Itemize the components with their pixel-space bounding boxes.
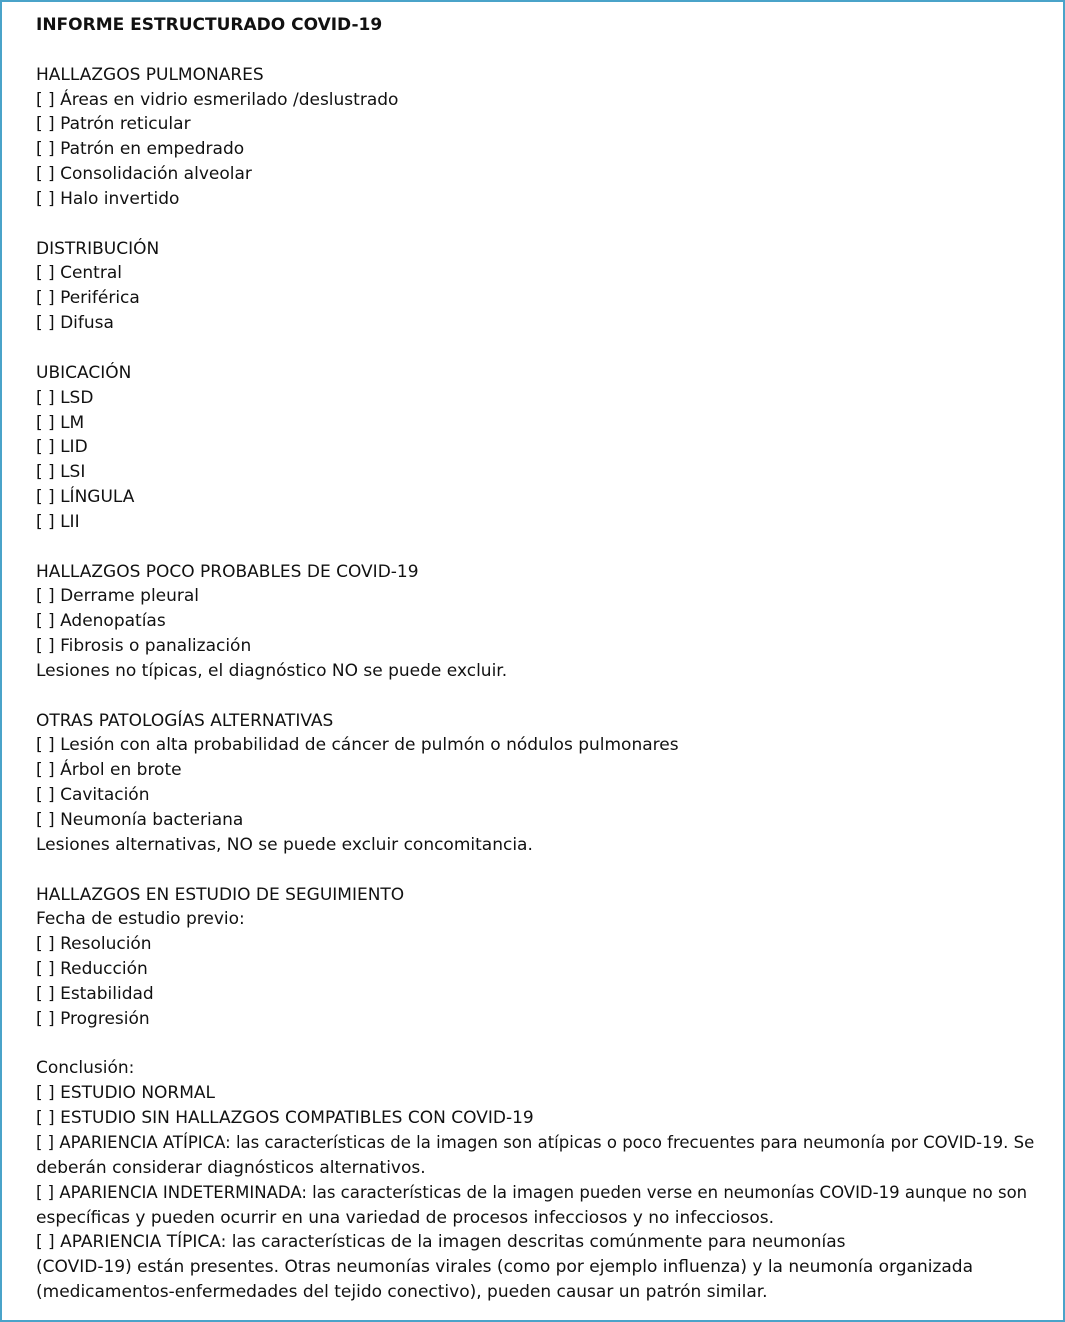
item-label: LSI bbox=[60, 462, 86, 483]
checklist-item[interactable] bbox=[36, 286, 1036, 311]
section-otras-patologias bbox=[36, 709, 1036, 858]
date-field-label[interactable]: Fecha de estudio previo: bbox=[36, 909, 245, 930]
checklist-item[interactable] bbox=[36, 485, 1036, 510]
checkbox[interactable]: [ ] bbox=[36, 983, 55, 1004]
section-heading: DISTRIBUCIÓN bbox=[36, 238, 160, 259]
checkbox[interactable]: [ ] bbox=[36, 586, 55, 607]
section-note: Lesiones alternativas, NO se puede excluir concomitancia. bbox=[36, 834, 533, 855]
checkbox[interactable]: [ ] bbox=[36, 611, 55, 632]
checklist-item[interactable] bbox=[36, 1007, 1036, 1032]
item-label: APARIENCIA TÍPICA: las características de la imagen descritas comúnmente para neumonías bbox=[60, 1232, 846, 1253]
checklist-item[interactable] bbox=[36, 982, 1036, 1007]
checkbox[interactable]: [ ] bbox=[36, 934, 55, 955]
checkbox[interactable]: [ ] bbox=[36, 735, 55, 756]
item-label: Progresión bbox=[60, 1008, 150, 1029]
checkbox[interactable]: [ ] bbox=[36, 313, 55, 334]
section-heading: HALLAZGOS EN ESTUDIO DE SEGUIMIENTO bbox=[36, 884, 405, 905]
section-seguimiento bbox=[36, 883, 1036, 1032]
checklist-item[interactable] bbox=[36, 932, 1036, 957]
item-label: Cavitación bbox=[60, 785, 150, 806]
checkbox[interactable]: [ ] bbox=[36, 785, 55, 806]
checklist-item[interactable] bbox=[36, 187, 1036, 212]
section-distribucion bbox=[36, 237, 1036, 336]
report-body bbox=[36, 13, 1036, 1305]
item-label: Adenopatías bbox=[60, 611, 166, 632]
item-label: ESTUDIO NORMAL bbox=[60, 1083, 216, 1104]
section-heading: HALLAZGOS POCO PROBABLES DE COVID-19 bbox=[36, 561, 419, 582]
item-label-continuation: (COVID-19) están presentes. Otras neumonías virales (como por ejemplo influenza) y la neumonía organizada bbox=[36, 1257, 974, 1278]
section-heading: Conclusión: bbox=[36, 1058, 135, 1079]
section-note: Lesiones no típicas, el diagnóstico NO se puede excluir. bbox=[36, 660, 508, 681]
item-label: Central bbox=[60, 263, 122, 284]
item-label: LII bbox=[60, 511, 80, 532]
checkbox[interactable]: [ ] bbox=[36, 114, 55, 135]
checkbox[interactable]: [ ] bbox=[36, 636, 55, 657]
checklist-item[interactable] bbox=[36, 758, 1036, 783]
item-label: Árbol en brote bbox=[60, 760, 182, 781]
checkbox[interactable]: [ ] bbox=[36, 412, 55, 433]
checklist-item[interactable] bbox=[36, 609, 1036, 634]
checklist-item[interactable] bbox=[36, 1131, 1036, 1181]
checkbox[interactable]: [ ] bbox=[36, 188, 55, 209]
checklist-item[interactable] bbox=[36, 137, 1036, 162]
section-conclusion bbox=[36, 1056, 1036, 1304]
item-label: Patrón en empedrado bbox=[60, 139, 245, 160]
checklist-item[interactable] bbox=[36, 112, 1036, 137]
checkbox[interactable]: [ ] bbox=[36, 810, 55, 830]
section-heading: OTRAS PATOLOGÍAS ALTERNATIVAS bbox=[36, 710, 334, 731]
checkbox[interactable]: [ ] bbox=[36, 139, 55, 160]
checklist-item[interactable] bbox=[36, 311, 1036, 336]
checkbox[interactable]: [ ] bbox=[36, 89, 55, 110]
item-label: APARIENCIA INDETERMINADA: las características de la imagen pueden verse en neumonías COVID-19 aunque no son bbox=[59, 1182, 1028, 1202]
checklist-item[interactable] bbox=[36, 584, 1036, 609]
checklist-item[interactable] bbox=[36, 1230, 1036, 1305]
section-hallazgos-poco-probables bbox=[36, 560, 1036, 684]
checklist-item[interactable] bbox=[36, 261, 1036, 286]
item-label: Fibrosis o panalización bbox=[60, 636, 252, 657]
checkbox[interactable]: [ ] bbox=[36, 1232, 55, 1253]
checklist-item[interactable] bbox=[36, 1181, 1036, 1231]
checklist-item[interactable] bbox=[36, 411, 1036, 436]
checkbox[interactable]: [ ] bbox=[36, 959, 55, 980]
item-label: Neumonía bacteriana bbox=[60, 810, 244, 830]
checklist-item[interactable] bbox=[36, 634, 1036, 659]
checklist-item[interactable] bbox=[36, 435, 1036, 460]
section-ubicacion bbox=[36, 361, 1036, 535]
checklist-item[interactable] bbox=[36, 957, 1036, 982]
checklist-item[interactable] bbox=[36, 1106, 1036, 1131]
checkbox[interactable]: [ ] bbox=[36, 1182, 55, 1202]
checkbox[interactable]: [ ] bbox=[36, 1132, 55, 1152]
item-label: Consolidación alveolar bbox=[60, 164, 252, 185]
item-label: LÍNGULA bbox=[60, 487, 135, 508]
checkbox[interactable]: [ ] bbox=[36, 1083, 55, 1104]
item-label: Estabilidad bbox=[60, 983, 154, 1004]
checkbox[interactable]: [ ] bbox=[36, 462, 55, 483]
section-hallazgos-pulmonares bbox=[36, 63, 1036, 212]
checklist-item[interactable] bbox=[36, 808, 1036, 833]
item-label: Áreas en vidrio esmerilado /deslustrado bbox=[60, 89, 399, 110]
checkbox[interactable]: [ ] bbox=[36, 437, 55, 458]
item-label: LID bbox=[60, 437, 88, 458]
checklist-item[interactable] bbox=[36, 162, 1036, 187]
report-title: INFORME ESTRUCTURADO COVID-19 bbox=[36, 15, 383, 35]
checklist-item[interactable] bbox=[36, 88, 1036, 113]
item-label: Periférica bbox=[60, 288, 140, 309]
checkbox[interactable]: [ ] bbox=[36, 387, 55, 408]
checkbox[interactable]: [ ] bbox=[36, 1008, 55, 1029]
checklist-item[interactable] bbox=[36, 386, 1036, 411]
checkbox[interactable]: [ ] bbox=[36, 164, 55, 185]
item-label: LM bbox=[60, 412, 85, 433]
item-label: Reducción bbox=[60, 959, 148, 980]
checkbox[interactable]: [ ] bbox=[36, 487, 55, 508]
checkbox[interactable]: [ ] bbox=[36, 263, 55, 284]
item-label: Resolución bbox=[60, 934, 152, 955]
item-label: ESTUDIO SIN HALLAZGOS COMPATIBLES CON COVID-19 bbox=[60, 1108, 534, 1129]
item-label-continuation: (medicamentos-enfermedades del tejido conectivo), pueden causar un patrón similar. bbox=[36, 1282, 768, 1303]
item-label: Derrame pleural bbox=[60, 586, 200, 607]
checklist-item[interactable] bbox=[36, 510, 1036, 535]
section-heading: UBICACIÓN bbox=[36, 362, 132, 383]
checklist-item[interactable] bbox=[36, 1081, 1036, 1106]
section-heading: HALLAZGOS PULMONARES bbox=[36, 64, 264, 85]
item-label-continuation: específicas y pueden ocurrir en una variedad de procesos infecciosos y no infecciosos. bbox=[36, 1207, 775, 1228]
item-label: Patrón reticular bbox=[60, 114, 191, 135]
checkbox[interactable]: [ ] bbox=[36, 511, 55, 532]
item-label: Difusa bbox=[60, 313, 114, 334]
item-label: Lesión con alta probabilidad de cáncer de pulmón o nódulos pulmonares bbox=[60, 735, 679, 756]
checkbox[interactable]: [ ] bbox=[36, 760, 55, 781]
item-label: LSD bbox=[60, 387, 94, 408]
item-label: APARIENCIA ATÍPICA: las características de la imagen son atípicas o poco frecuentes para neumonía por COVID-19. Se bbox=[59, 1132, 1035, 1152]
checkbox[interactable]: [ ] bbox=[36, 1108, 55, 1129]
checklist-item[interactable] bbox=[36, 733, 1036, 758]
checklist-item[interactable] bbox=[36, 783, 1036, 808]
item-label-continuation: deberán considerar diagnósticos alternativos. bbox=[36, 1157, 426, 1178]
item-label: Halo invertido bbox=[60, 188, 180, 209]
checklist-item[interactable] bbox=[36, 460, 1036, 485]
checkbox[interactable]: [ ] bbox=[36, 288, 55, 309]
